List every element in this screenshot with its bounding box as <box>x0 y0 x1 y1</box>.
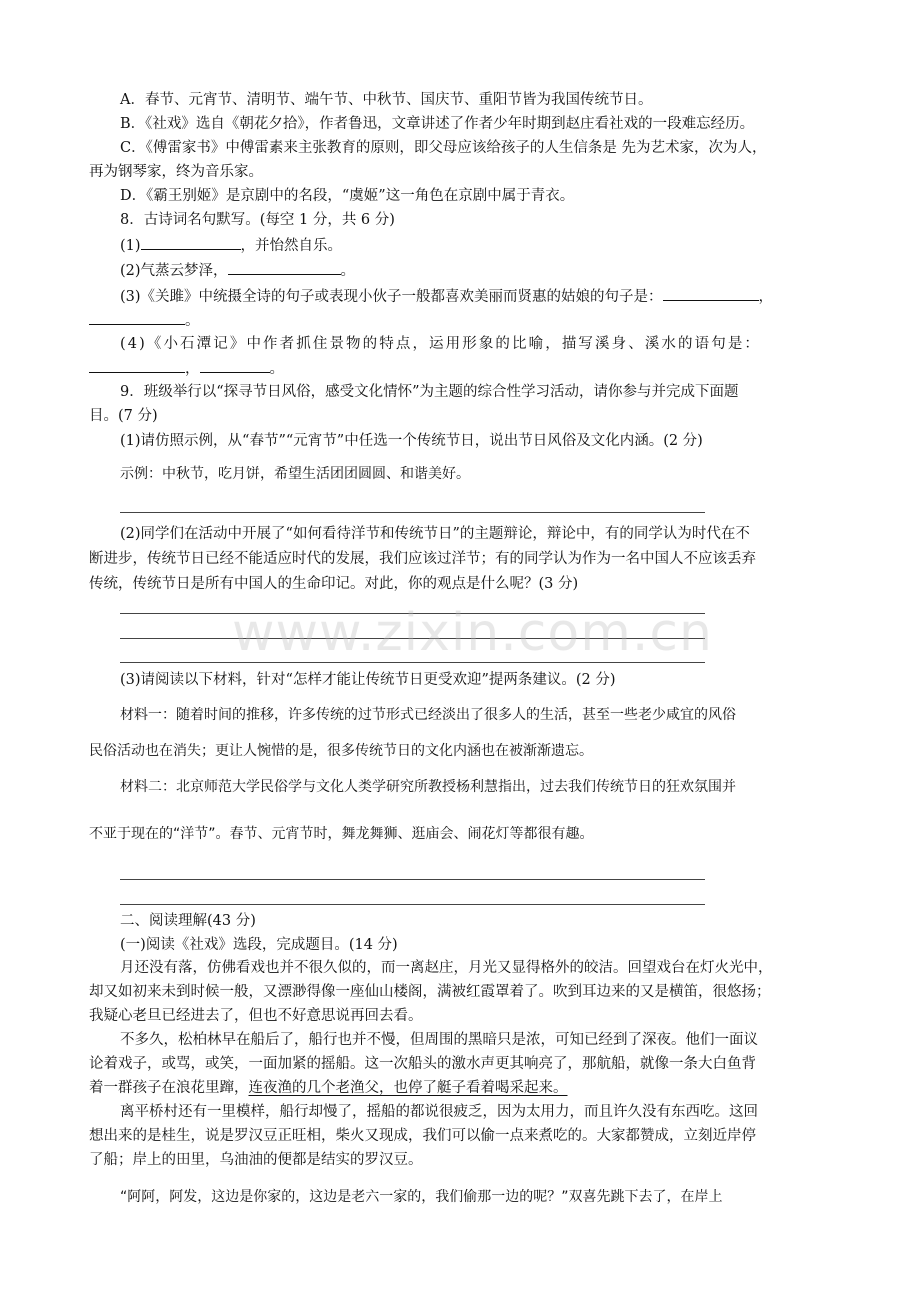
answer-line[interactable] <box>120 512 705 513</box>
material2-line1: 材料二：北京师范大学民俗学与文化人类学研究所教授杨利慧指出，过去我们传统节日的狂欢氛围并 <box>120 779 736 795</box>
q9-part2-line1: (2)同学们在活动中开展了“如何看待洋节和传统节日”的主题辩论，辩论中，有的同学认为时代在不 <box>120 526 750 542</box>
answer-blank[interactable] <box>228 260 341 275</box>
q8-item1 <box>120 235 342 256</box>
passage-para2-line2: 论着戏子，或骂，或笑，一面加紧的摇船。这一次船头的激水声更其响亮了，那航船，就像一条大白鱼背 <box>89 1056 756 1072</box>
option-a: A．春节、元宵节、清明节、端午节、中秋节、国庆节、重阳节皆为我国传统节日。 <box>120 92 653 108</box>
q9-part3: (3)请阅读以下材料，针对“怎样才能让传统节日更受欢迎”提两条建议。(2 分) <box>120 672 616 688</box>
q8-title: 8．古诗词名句默写。(每空 1 分，共 6 分) <box>120 212 395 228</box>
q8-item2-end: 。 <box>340 263 356 279</box>
q9-example: 示例：中秋节，吃月饼，希望生活团团圆圆、和谐美好。 <box>120 466 470 482</box>
option-b: B．《社戏》选自《朝花夕拾》，作者鲁迅，文章讲述了作者少年时期到赵庄看社戏的一段难忘经历。 <box>120 116 755 132</box>
q8-item4 <box>120 334 761 354</box>
q8-item2-text: (2)气蒸云梦泽， <box>120 263 228 279</box>
underlined-sentence: 连夜渔的几个老渔父，也停了艇子看着喝采起来。 <box>248 1080 568 1096</box>
passage-para2-line1: 不多久，松柏林早在船后了，船行也并不慢，但周围的黑暗只是浓，可知已经到了深夜。他们一面议 <box>120 1032 758 1048</box>
watermark: www.zixin.com.cn <box>232 603 713 663</box>
section2-subtitle: (一)阅读《社戏》选段，完成题目。(14 分) <box>120 937 398 953</box>
q8-item2 <box>120 260 355 281</box>
material1-line1: 材料一：随着时间的推移，许多传统的过节形式已经淡出了很多人的生活，甚至一些老少咸宜的风俗 <box>120 707 736 723</box>
passage-para3-line1: 离平桥村还有一里模样，船行却慢了，摇船的都说很疲乏，因为太用力，而且许久没有东西吃。这回 <box>120 1104 758 1120</box>
option-d: D．《霸王别姬》是京剧中的名段，“虞姬”这一角色在京剧中属于青衣。 <box>120 188 575 204</box>
answer-blank[interactable] <box>89 310 185 325</box>
q9-title-line2: 目。(7 分) <box>89 408 158 424</box>
answer-blank[interactable] <box>141 235 241 250</box>
passage-para2-line3 <box>89 1078 568 1098</box>
material1-line2: 民俗活动也在消失；更让人惋惜的是，很多传统节日的文化内涵也在被渐渐遗忘。 <box>89 743 593 759</box>
q8-item4-cont <box>89 358 284 379</box>
passage-para1-line2: 却又如初来未到时候一般，又漂渺得像一座仙山楼阁，满被红霞罩着了。吹到耳边来的又是横笛，很悠扬； <box>89 984 771 1000</box>
answer-blank[interactable] <box>89 358 185 373</box>
q8-item3-end: 。 <box>185 313 200 329</box>
q8-item4-end: 。 <box>269 361 284 377</box>
q9-part1: (1)请仿照示例，从“春节”“元宵节”中任选一个传统节日，说出节日风俗及文化内涵。(2 分) <box>120 433 703 449</box>
answer-blank[interactable] <box>200 358 270 373</box>
passage-para1-line1: 月还没有落，仿佛看戏也并不很久似的，而一离赵庄，月光又显得格外的皎洁。回望戏台在灯火光中， <box>120 960 773 976</box>
answer-line[interactable] <box>120 879 705 880</box>
q9-part2-line3: 传统，传统节日是所有中国人的生命印记。对此，你的观点是什么呢？(3 分) <box>89 576 579 592</box>
q8-item1-num: (1) <box>120 238 141 254</box>
q8-item1-text: ，并怡然自乐。 <box>240 238 343 254</box>
passage-text: 着一群孩子在浪花里蹿， <box>89 1080 249 1096</box>
option-c-line1: C．《傅雷家书》中傅雷素来主张教育的原则，即父母应该给孩子的人生信条是 先为艺术家，次为人， <box>120 140 767 156</box>
option-c-line2: 再为钢琴家，终为音乐家。 <box>89 164 263 180</box>
material2-line2: 不亚于现在的“洋节”。春节、元宵节时，舞龙舞狮、逛庙会、闹花灯等都很有趣。 <box>89 826 594 842</box>
passage-para4-line1: “阿阿，阿发，这边是你家的，这边是老六一家的，我们偷那一边的呢？”双喜先跳下去了，在岸上 <box>120 1189 723 1205</box>
q9-part2-line2: 断进步，传统节日已经不能适应时代的发展，我们应该过洋节；有的同学认为作为一名中国人不应该丢弃 <box>89 551 756 567</box>
q8-item4-sep: ， <box>185 361 200 377</box>
answer-line[interactable] <box>120 904 705 905</box>
q9-title-line1: 9．班级举行以“探寻节日风俗，感受文化情怀”为主题的综合性学习活动，请你参与并完成下面题 <box>120 384 739 400</box>
passage-para3-line3: 了船；岸上的田里，乌油油的便都是结实的罗汉豆。 <box>89 1152 423 1168</box>
q8-item3 <box>120 286 773 307</box>
answer-blank[interactable] <box>663 286 759 301</box>
q8-item3-text: (3)《关雎》中统摄全诗的句子或表现小伙子一般都喜欢美丽而贤惠的姑娘的句子是： <box>120 289 663 305</box>
q8-item3-cont <box>89 310 200 331</box>
q8-item3-sep: ， <box>758 289 774 305</box>
passage-para1-line3: 我疑心老旦已经进去了，但也不好意思说再回去看。 <box>89 1008 423 1024</box>
q8-item4-text: (4)《小石潭记》中作者抓住景物的特点，运用形象的比喻，描写溪身、溪水的语句是： <box>120 336 762 352</box>
section2-title: 二、阅读理解(43 分) <box>120 913 256 929</box>
passage-para3-line2: 想出来的是桂生，说是罗汉豆正旺相，柴火又现成，我们可以偷一点来煮吃的。大家都赞成，立刻近岸停 <box>89 1128 756 1144</box>
